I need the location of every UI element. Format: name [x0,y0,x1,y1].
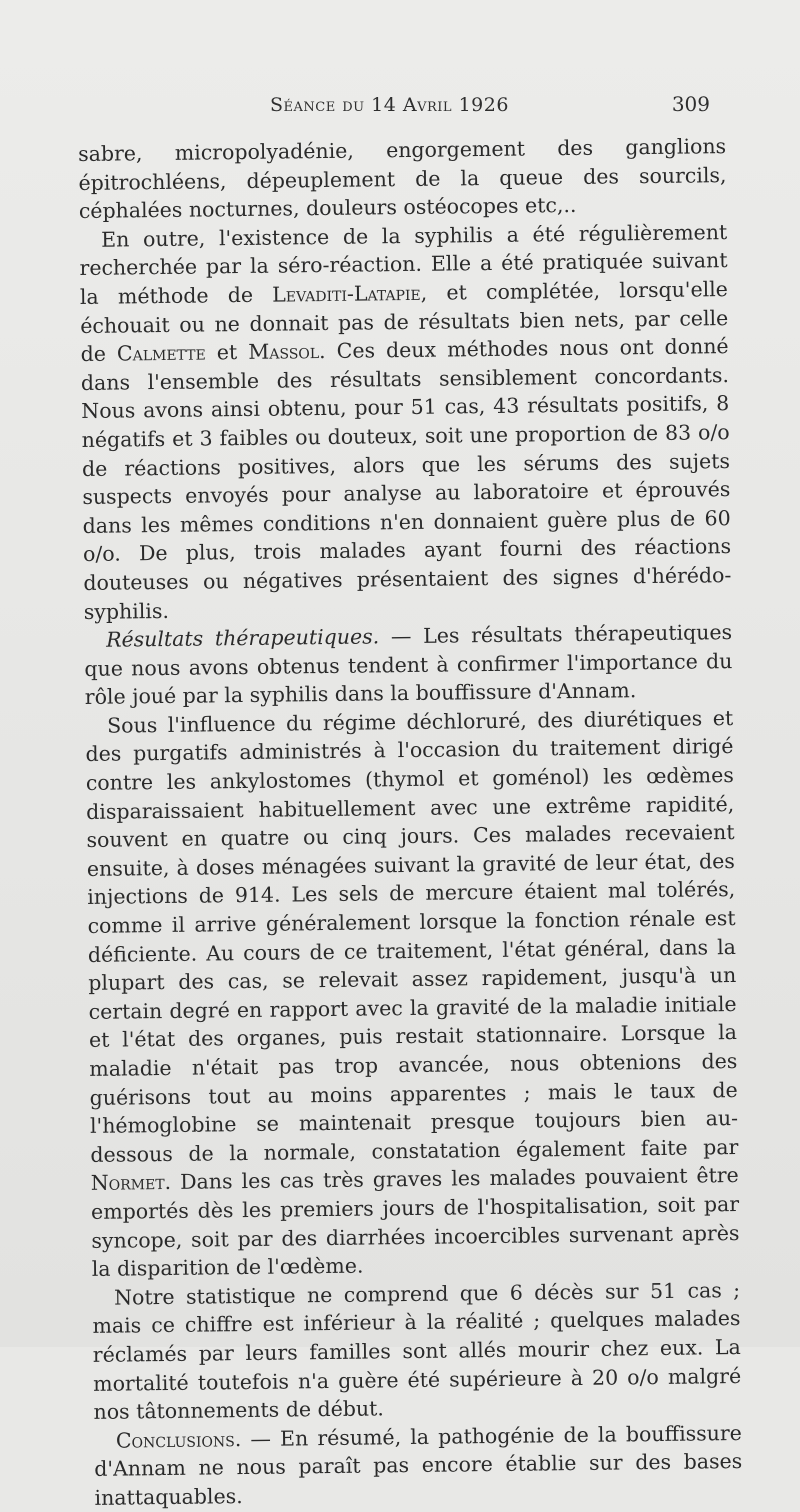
sero-reaction-text-d: . Ces deux méthodes nous ont donné dans l'ensemble des résultats sensiblement concordants. Nous avons ainsi obtenu, pour 51 cas, 43 résultats positifs, 8 négatifs et 3 faibles ou douteux, soit une proportion de 83 o/o de réactions positives, alors que les sérums des sujets suspects envoyés pour analyse au laboratoire et éprouvés dans les mêmes conditions n'en donnaient guère plus de 60 o/o. De plus, trois malades ayant fourni des réactions douteuses ou négatives présentaient des signes d'hérédo-syphilis. [80,334,732,624]
author-name-levaditi-latapie: Levaditi-Latapie [272,280,421,307]
page-header [0,88,800,118]
page-number: 309 [671,92,710,116]
paragraph-conclusions [94,1419,743,1512]
paragraph-treatment [85,704,740,1284]
author-name-normet: Normet [90,1170,165,1196]
running-head: Séance du 14 Avril 1926 [270,94,509,116]
paragraph-symptoms-text: sabre, micropolyadénie, engorgement des ganglions épitrochléens, dépeuplement de la queue des sourcils, céphalées nocturnes, douleurs ostéocopes etc,.. [78,134,727,224]
paragraph-symptoms [78,132,727,226]
conclusions-text: — En résumé, la pathogénie de la bouffissure d'Annam ne nous paraît pas encore établie sur des bases inattaquables. [94,1420,743,1510]
treatment-text-a: Sous l'influence du régime déchloruré, des diurétiques et des purgatifs administrés à l'occasion du traitement dirigé contre les ankylostomes (thymol et goménol) les œdèmes disparaissaient habituellement avec une extrême rapidité, souvent en quatre ou cinq jours. Ces malades recevaient ensuite, à doses ménagées suivant la gravité de leur état, des injections de 914. Les sels de mercure étaient mal tolérés, comme il arrive généralement lorsque la fonction rénale est déficiente. Au cours de ce traitement, l'état général, dans la plupart des cas, se relevait assez rapidement, jusqu'à un certain degré en rapport avec la gravité de la maladie initiale et l'état des organes, puis restait stationnaire. Lorsque la maladie n'était pas trop avancée, nous obtenions des guérisons tout au moins apparentes ; mais le taux de l'hémoglobine se maintenait presque toujours bien au-dessous de la normale, constatation également faite par [85,705,739,1167]
author-name-massol: Massol [248,339,320,365]
paragraph-therapeutic-results [84,618,733,712]
statistics-text: Notre statistique ne comprend que 6 décès sur 51 cas ; mais ce chiffre est inférieur à la réalité ; quelques malades réclamés par leurs familles sont allés mourir chez eux. La mortalité toutefois n'a guère été supérieure à 20 o/o malgré nos tâtonnements de début. [92,1277,742,1425]
sero-reaction-text-c: et [205,340,249,365]
sero-reaction-text-a: En outre, l'existence de la syphilis a été régulièrement recherchée par la séro-réaction. Elle a été pratiquée suivant la méthode de [79,219,728,309]
therapeutic-results-text: — Les résultats thérapeutiques que nous avons obtenus tendent à confirmer l'importance du rôle joué par la syphilis dans la bouffissure d'Annam. [84,620,733,710]
author-name-calmette: Calmette [116,340,206,366]
sero-reaction-text-b: , et complétée, lorsqu'elle échouait ou ne donnait pas de résultats bien nets, par celle de [80,277,729,367]
paragraph-sero-reaction [79,218,732,626]
paragraph-statistics [92,1276,742,1427]
treatment-text-b: . Dans les cas très graves les malades pouvaient être emportés dès les premiers jours de l'hospitalisation, soit par syncope, soit par des diarrhées incoercibles survenant après la disparition de l'œdème. [90,1163,740,1282]
body-text [78,132,743,1512]
section-heading-conclusions: Conclusions. [115,1426,242,1453]
section-heading-therapeutic-results: Résultats thérapeutiques. [105,624,380,652]
